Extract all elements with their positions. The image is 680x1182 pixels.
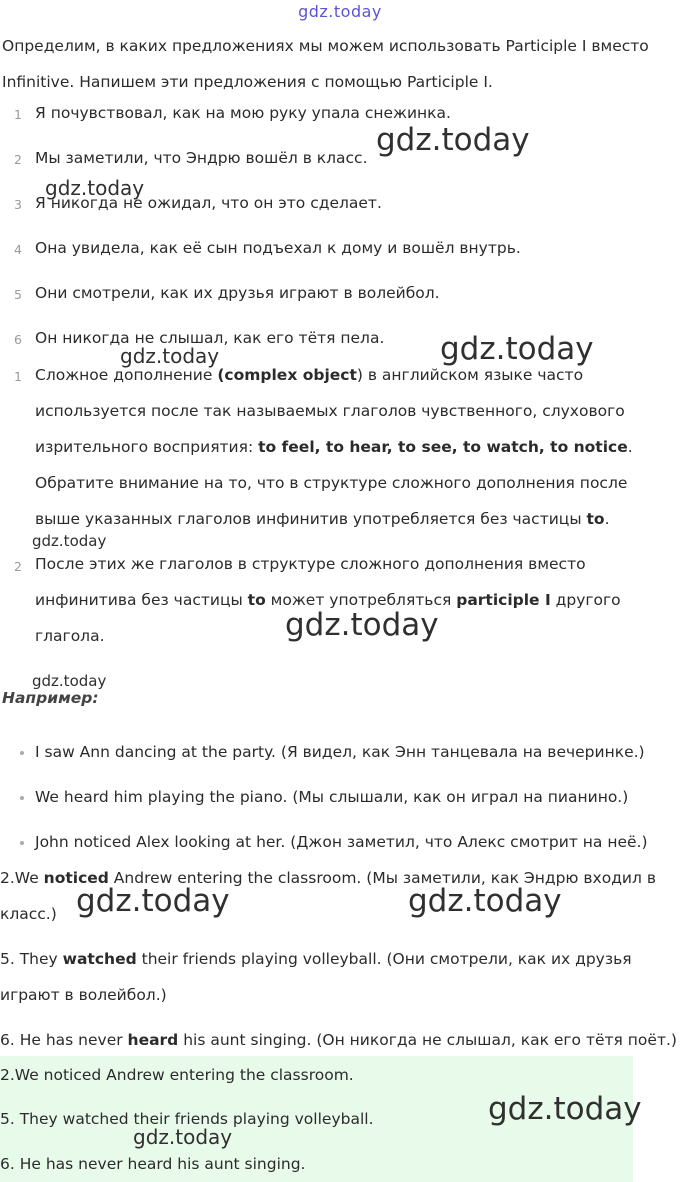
example-label: Например: [2, 689, 99, 707]
answer-line: 2.We noticed Andrew entering the classroom. (Мы заметили, как Эндрю входил в класс.) [0, 869, 656, 923]
rule-participle: После этих же глаголов в структуре сложного дополнения вместо инфинитива без частицы to может употребляться participle I другого глагола. [35, 555, 621, 645]
item-number: 5 [14, 287, 22, 302]
watermark: gdz.today [45, 176, 145, 200]
watermark: gdz.today [133, 1125, 233, 1149]
watermark: gdz.today [32, 532, 107, 550]
watermark: gdz.today [32, 672, 107, 690]
example-item: We heard him playing the piano. (Мы слышали, как он играл на пианино.) [20, 788, 680, 806]
intro-paragraph: Определим, в каких предложениях мы можем использовать Participle I вместо Infinitive. Напишем эти предложения с помощью Participle I. [2, 37, 649, 91]
bullet-icon [20, 751, 24, 755]
watermark: gdz.today [76, 883, 230, 919]
final-answer: 6. He has never heard his aunt singing. [0, 1155, 306, 1173]
rule-number: 2 [14, 559, 22, 574]
example-item: I saw Ann dancing at the party. (Я видел, как Энн танцевала на вечеринке.) [20, 743, 680, 761]
bullet-icon [20, 796, 24, 800]
site-logo[interactable]: gdz.today [298, 2, 382, 21]
item-text: Она увидела, как её сын подъехал к дому и вошёл внутрь. [35, 239, 521, 257]
item-text: Я никогда не ожидал, что он это сделает. [35, 194, 382, 212]
item-text: Мы заметили, что Эндрю вошёл в класс. [35, 149, 368, 167]
rule-complex-object: Сложное дополнение (complex object) в английском языке часто используется после так называемых глаголов чувственного, слухового изрительного восприятия: to feel, to hear, to see, to watch, to notice. Обратите внимание на то, что в структуре сложного дополнения после выше указанных глаголов инфинитив употребляется без частицы to. [35, 366, 633, 528]
watermark: gdz.today [376, 122, 530, 158]
item-number: 3 [14, 197, 22, 212]
final-answer: 5. They watched their friends playing volleyball. [0, 1110, 374, 1128]
item-text: Они смотрели, как их друзья играют в волейбол. [35, 284, 440, 302]
item-text: Я почувствовал, как на мою руку упала снежинка. [35, 104, 451, 122]
watermark: gdz.today [440, 331, 594, 367]
watermark: gdz.today [408, 883, 562, 919]
list-item [0, 104, 680, 126]
list-item [0, 149, 680, 171]
list-item [0, 284, 680, 306]
item-number: 4 [14, 242, 22, 257]
list-item [0, 239, 680, 261]
item-number: 2 [14, 152, 22, 167]
watermark: gdz.today [488, 1091, 642, 1127]
example-item: John noticed Alex looking at her. (Джон заметил, что Алекс смотрит на неё.) [20, 833, 680, 851]
watermark: gdz.today [120, 344, 220, 368]
item-text: Он никогда не слышал, как его тётя пела. [35, 329, 385, 347]
item-number: 6 [14, 332, 22, 347]
rule-number: 1 [14, 369, 22, 384]
item-number: 1 [14, 107, 22, 122]
answer-line: 6. He has never heard his aunt singing. (Он никогда не слышал, как его тётя поёт.) [0, 1031, 677, 1049]
answer-line: 5. They watched their friends playing volleyball. (Они смотрели, как их друзья играют в волейбол.) [0, 950, 632, 1004]
bullet-icon [20, 841, 24, 845]
final-answer: 2.We noticed Andrew entering the classroom. [0, 1066, 354, 1084]
watermark: gdz.today [285, 607, 439, 643]
